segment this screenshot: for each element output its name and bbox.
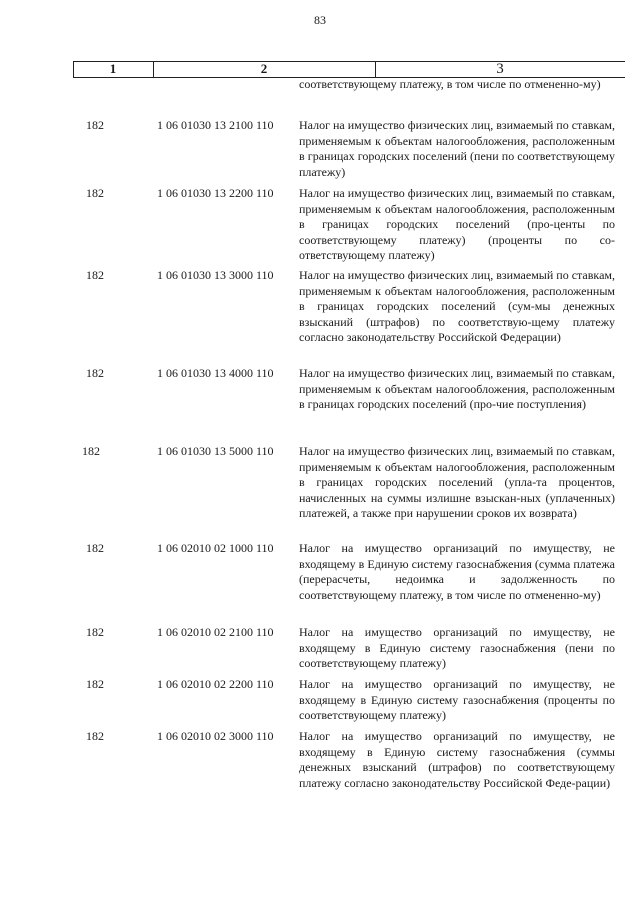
row-kbk: 1 06 02010 02 2100 110 (157, 625, 274, 639)
continuation-text: соответствующему платежу, в том числе по отмененно-му) (299, 77, 601, 91)
row-code: 182 (86, 541, 104, 555)
header-col-3: 3 (496, 61, 504, 77)
row-kbk: 1 06 01030 13 4000 110 (157, 366, 274, 380)
row-name: Налог на имущество организаций по имуществу, не входящему в Единую систему газоснабжения (пени по соответствующему платежу) (299, 625, 615, 671)
row-kbk: 1 06 02010 02 1000 110 (157, 541, 274, 555)
header-col-2: 2 (260, 61, 268, 76)
row-name: Налог на имущество организаций по имуществу, не входящему в Единую систему газоснабжения (сумма платежа (перерасчеты, недоимка и задолженность по соответствующему платежу, в том числе по отмененно-му) (299, 541, 615, 602)
row-code: 182 (86, 729, 104, 743)
row-name: Налог на имущество организаций по имуществу, не входящему в Единую систему газоснабжения (суммы денежных взысканий (штрафов) по соответствующему платежу согласно законодательству Российской Феде-рации) (299, 729, 615, 790)
row-code: 182 (86, 118, 104, 132)
row-code: 182 (86, 625, 104, 639)
page-number: 83 (314, 13, 326, 27)
row-kbk: 1 06 01030 13 5000 110 (157, 444, 274, 458)
row-kbk: 1 06 01030 13 2100 110 (157, 118, 274, 132)
row-name: Налог на имущество физических лиц, взимаемый по ставкам, применяемым к объектам налогообложения, расположенным в границах городских поселений (про-центы по соответствующему платежу) (проценты по со-ответствующему платежу) (299, 186, 615, 263)
row-code: 182 (86, 677, 104, 691)
table-header (73, 61, 625, 78)
header-col-1: 1 (109, 61, 117, 76)
row-name: Налог на имущество физических лиц, взимаемый по ставкам, применяемым к объектам налогообложения, расположенным в границах городских поселений (сум-мы денежных взысканий (штрафов) по соответствую-щему платежу согласно законодательству Российской Федерации) (299, 268, 615, 345)
row-kbk: 1 06 02010 02 3000 110 (157, 729, 274, 743)
row-kbk: 1 06 02010 02 2200 110 (157, 677, 274, 691)
row-kbk: 1 06 01030 13 2200 110 (157, 186, 274, 200)
row-code: 182 (86, 268, 104, 282)
row-name: Налог на имущество физических лиц, взимаемый по ставкам, применяемым к объектам налогообложения, расположенным в границах городских поселений (пени по соответствующему платежу) (299, 118, 615, 179)
row-name: Налог на имущество организаций по имуществу, не входящему в Единую систему газоснабжения (проценты по соответствующему платежу) (299, 677, 615, 723)
row-kbk: 1 06 01030 13 3000 110 (157, 268, 274, 282)
row-code: 182 (86, 186, 104, 200)
row-name: Налог на имущество физических лиц, взимаемый по ставкам, применяемым к объектам налогообложения, расположенным в границах городских поселений (про-чие поступления) (299, 366, 615, 412)
row-code: 182 (86, 366, 104, 380)
row-name: Налог на имущество физических лиц, взимаемый по ставкам, применяемым к объектам налогообложения, расположенным в границах городских поселений (упла-та процентов, начисленных на суммы излишне взыскан-ных (уплаченных) платежей, а также при нарушении сроков их возврата) (299, 444, 615, 521)
row-code: 182 (82, 444, 100, 458)
